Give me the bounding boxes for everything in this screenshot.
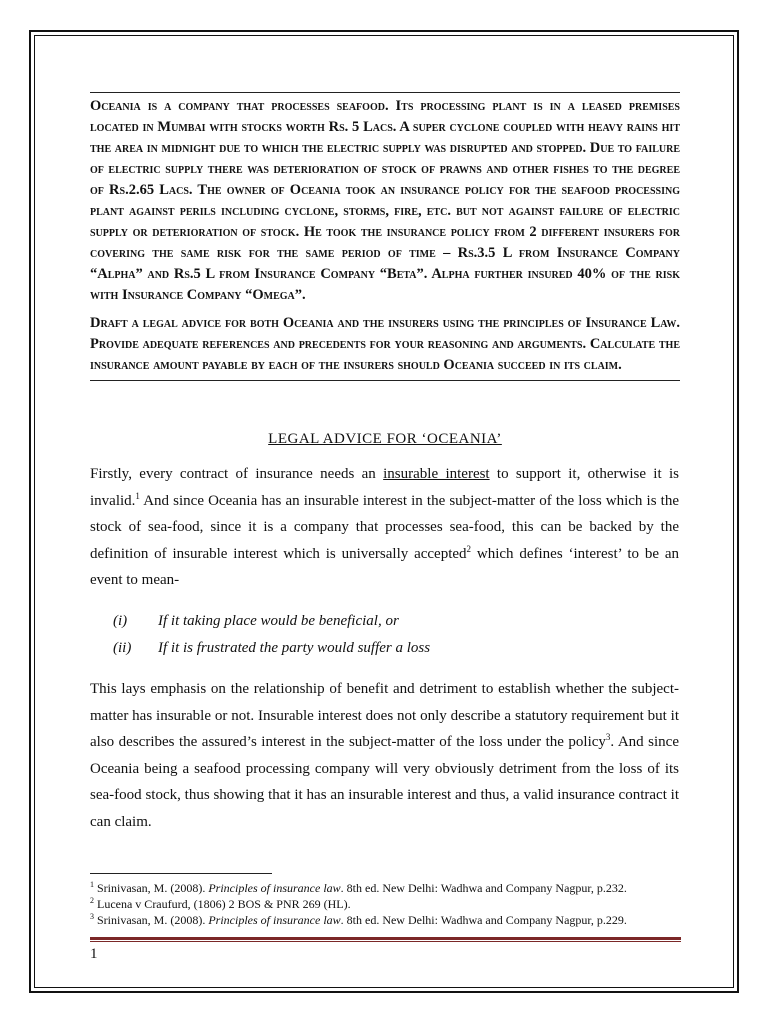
list-item: (ii) If it is frustrated the party would suffer a loss — [113, 640, 431, 656]
footnote: $^2$ Lucena v Craufurd, (1806) 2 BOS & PNR 269 (HL). — [90, 896, 351, 911]
footnote: $^3$ Srinivasan, M. (2008). Principles of insurance law. 8th ed. New Delhi: Wadhwa and Company Nagpur, p.229. — [90, 912, 627, 927]
page-number: 1 — [90, 946, 98, 962]
body-paragraph-benefit-detriment: This lays emphasis on the relationship of benefit and detriment to establish whether the subject-matter has insurable or not. Insurable interest does not only describe a statutory requirement but it also describes the assured’s interest in the subject-matter of the loss under the policy$^3$. And since Oceania being a seafood processing company will very obviously detriment from the loss of its sea-food stock, thus showing that it has an insurable interest and thus, a valid insurance contract it can claim. — [90, 681, 679, 830]
footnote-ref: 2 — [466, 543, 472, 554]
task-paragraph: Draft a legal advice for both Oceania and the insurers using the principles of Insurance Law. Provide adequate references and precedents for your reasoning and arguments. Calculate the insurance amount payable by each of the insurers should Oceania succeed in its claim. — [90, 315, 680, 373]
question-box — [90, 92, 680, 381]
footnote-ref: 3 — [605, 732, 611, 742]
body-paragraph-insurable-interest: Firstly, every contract of insurance needs an insurable interest to support it, otherwise it is invalid.$^1$ And since Oceania has an insurable interest in the subject-matter of the loss which is the stock of sea-food, since it is a company that processes sea-food, this can be backed by the definition of insurable interest which is universally accepted$^2$ which defines ‘interest’ to be an event to mean- — [90, 466, 679, 588]
footnote-ref: 1 — [135, 490, 140, 501]
list-item: (i) If it taking place would be beneficial, or — [113, 613, 399, 629]
footer-rule — [90, 937, 681, 940]
insurable-interest-term: insurable interest — [383, 466, 490, 482]
definition-list — [113, 608, 430, 662]
footnote-separator — [90, 873, 272, 874]
footnote: $^1$ Srinivasan, M. (2008). Principles of insurance law. 8th ed. New Delhi: Wadhwa and Company Nagpur, p.232. — [90, 880, 627, 895]
question-paragraph: Oceania is a company that processes seafood. Its processing plant is in a leased premises located in Mumbai with stocks worth Rs. 5 Lacs. A super cyclone coupled with heavy rains hit the area in midnight due to which the electric supply was disrupted and stopped. Due to failure of electric supply there was deterioration of stock of prawns and other fishes to the degree of Rs.2.65 Lacs. The owner of Oceania took an insurance policy for the seafood processing plant against perils including cyclone, storms, fire, etc. but not against failure of electric supply or deterioration of stock. He took the insurance policy from 2 different insurers for covering the same risk for the same period of time – Rs.3.5 L from Insurance Company “Alpha” and Rs.5 L from Insurance Company “Beta”. Alpha further insured 40% of the risk with Insurance Company “Omega”. — [90, 98, 680, 303]
footer-rule-thin — [90, 941, 681, 942]
footnotes — [90, 880, 690, 928]
section-heading: LEGAL ADVICE FOR ‘OCEANIA’ — [268, 431, 502, 447]
